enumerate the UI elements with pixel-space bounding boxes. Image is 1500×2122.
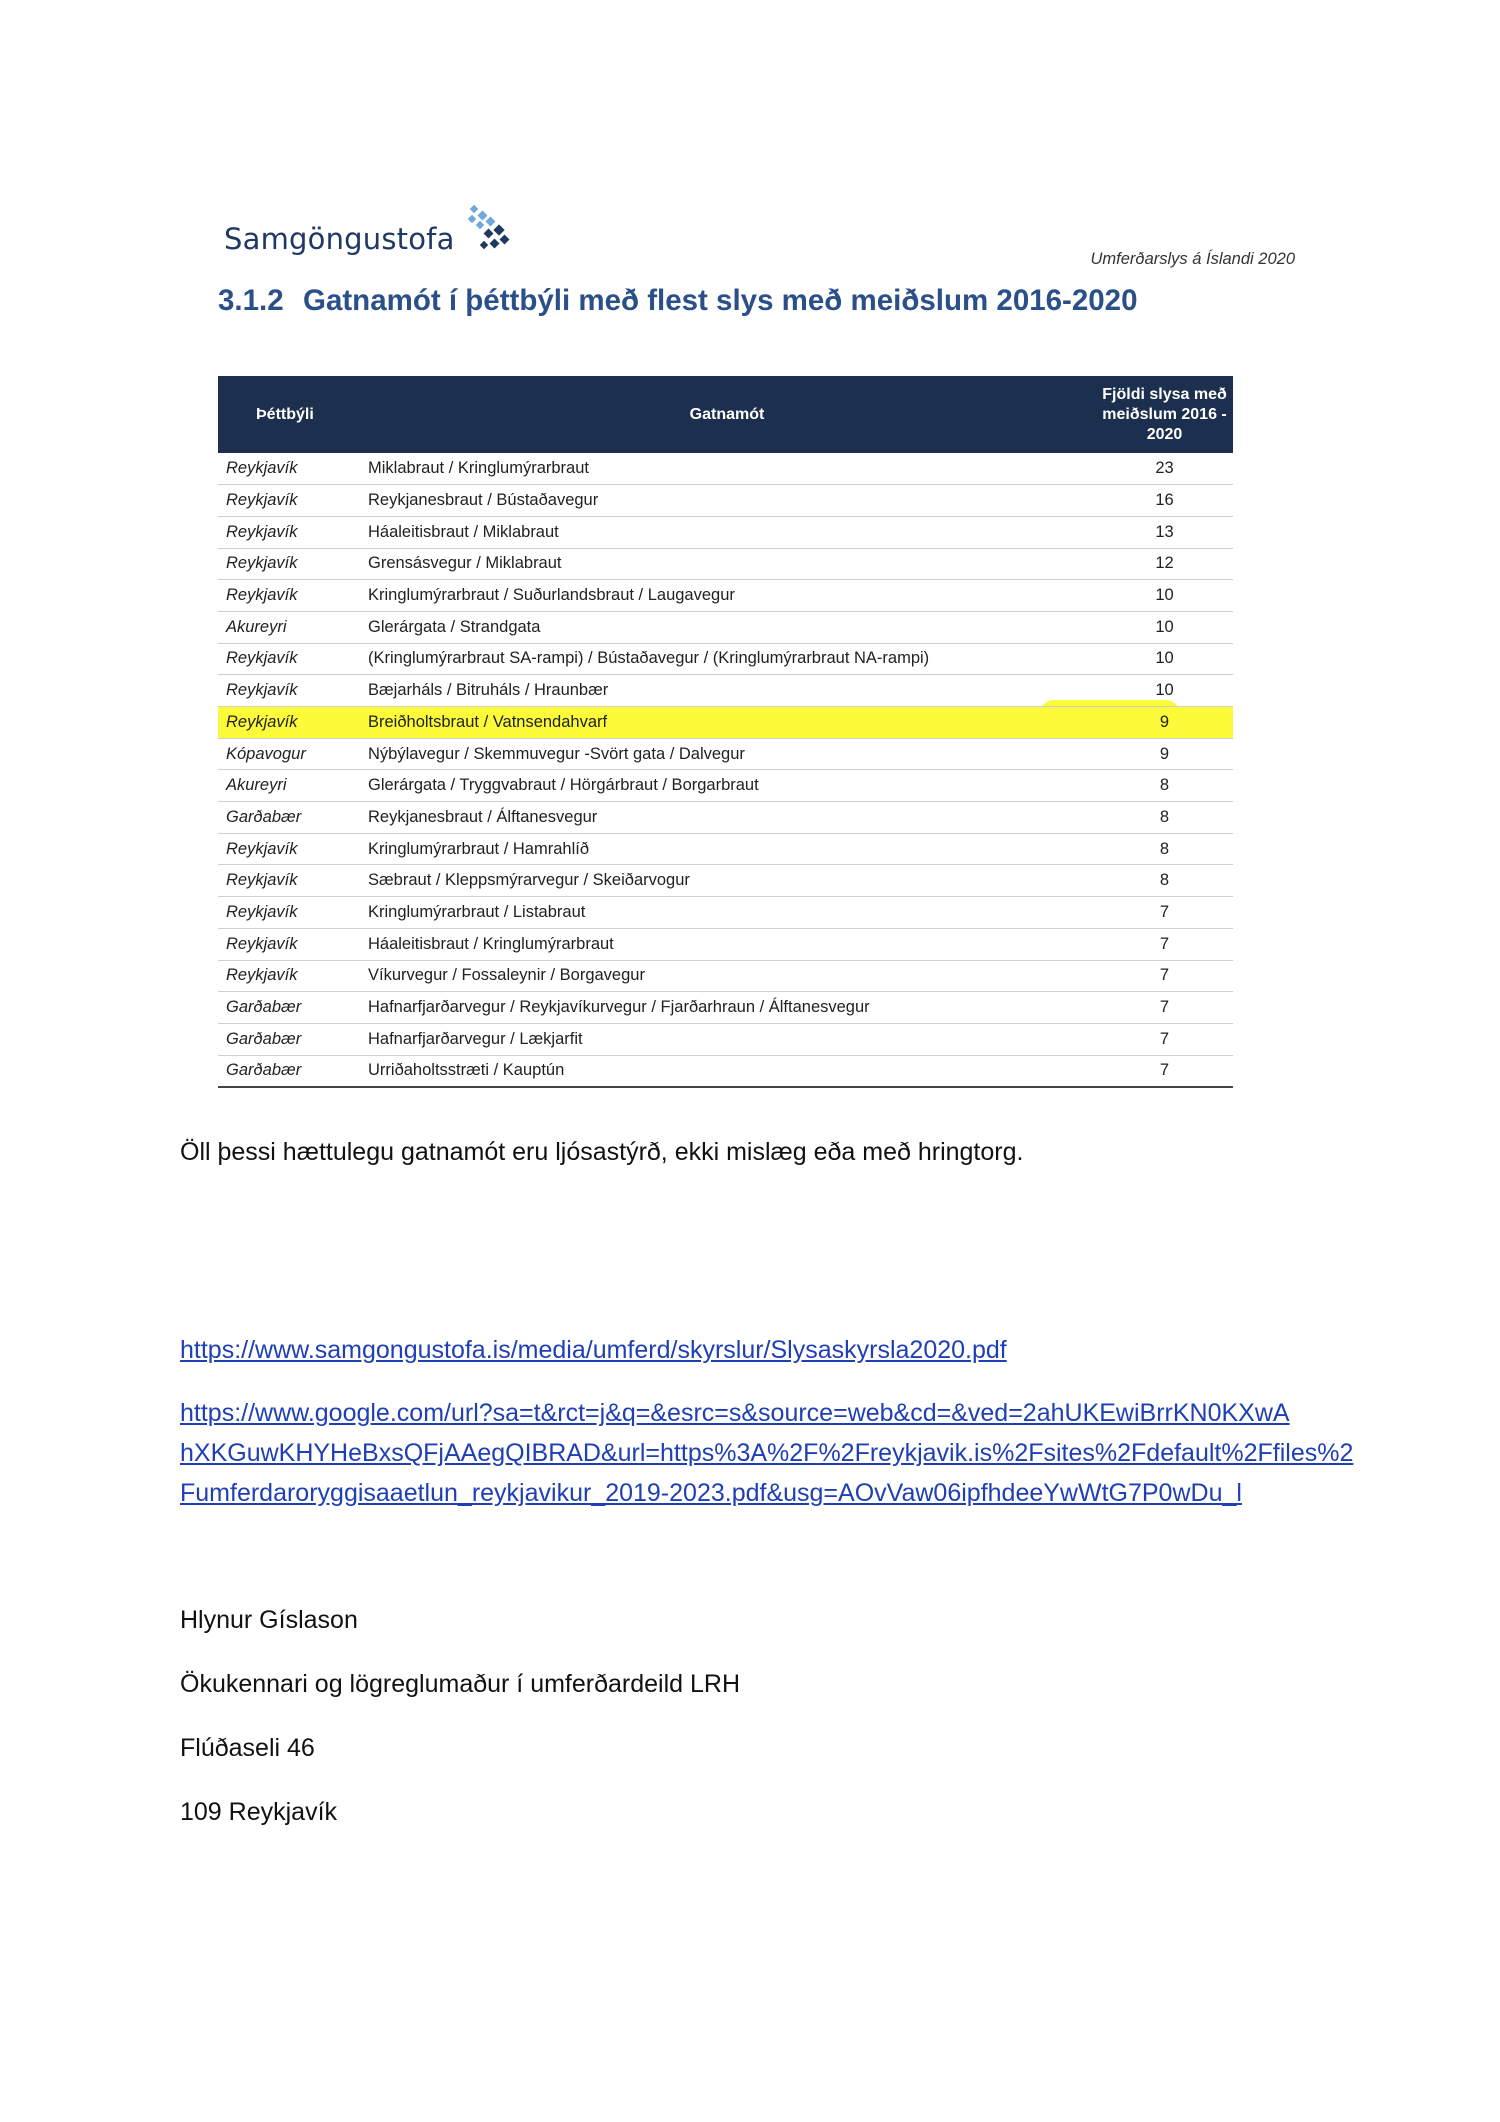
count-cell: 10 [1096, 611, 1233, 643]
table-row [218, 897, 1233, 929]
count-cell: 23 [1096, 453, 1233, 485]
signature-city: 109 Reykjavík [180, 1798, 338, 1826]
link-google-redirect-line1[interactable]: https://www.google.com/url?sa=t&rct=j&q=&esrc=s&source=web&cd=&ved=2ahUKEwiBrrKN0KXwA [180, 1399, 1290, 1427]
table-header-row [218, 376, 1233, 453]
count-cell: 8 [1096, 802, 1233, 834]
town-cell: Reykjavík [218, 675, 358, 707]
town-cell: Garðabær [218, 1055, 358, 1087]
col-header-junction: Gatnamót [689, 405, 765, 423]
section-number: 3.1.2 [218, 284, 284, 317]
table-row [218, 833, 1233, 865]
count-cell: 10 [1096, 643, 1233, 675]
table-row [218, 516, 1233, 548]
table-row [218, 580, 1233, 612]
count-cell: 7 [1096, 897, 1233, 929]
table-row [218, 485, 1233, 517]
town-cell: Reykjavík [218, 960, 358, 992]
count-cell: 9 [1096, 738, 1233, 770]
junction-cell: Glerárgata / Strandgata [358, 611, 1096, 643]
town-cell: Reykjavík [218, 707, 358, 739]
table-row [218, 1023, 1233, 1055]
town-cell: Reykjavík [218, 928, 358, 960]
count-cell: 7 [1096, 928, 1233, 960]
count-cell: 8 [1096, 770, 1233, 802]
junction-cell: Reykjanesbraut / Bústaðavegur [358, 485, 1096, 517]
town-cell: Akureyri [218, 611, 358, 643]
town-cell: Reykjavík [218, 548, 358, 580]
junction-cell: Bæjarháls / Bitruháls / Hraunbær [358, 675, 1096, 707]
section-heading [218, 284, 1138, 318]
table-row [218, 643, 1233, 675]
town-cell: Reykjavík [218, 580, 358, 612]
signature-street: Flúðaseli 46 [180, 1734, 315, 1762]
town-cell: Reykjavík [218, 643, 358, 675]
section-title: Gatnamót í þéttbýli með flest slys með meiðslum 2016-2020 [303, 284, 1138, 317]
junction-cell: Kringlumýrarbraut / Listabraut [358, 897, 1096, 929]
col-header-count-line2: meiðslum 2016 - 2020 [1102, 405, 1227, 443]
junction-cell: Víkurvegur / Fossaleynir / Borgavegur [358, 960, 1096, 992]
table-row [218, 738, 1233, 770]
town-cell: Garðabær [218, 802, 358, 834]
link-samgongustofa-report[interactable]: https://www.samgongustofa.is/media/umferd/skyrslur/Slysaskyrsla2020.pdf [180, 1336, 1007, 1364]
town-cell: Reykjavík [218, 897, 358, 929]
junction-cell: (Kringlumýrarbraut SA-rampi) / Bústaðavegur / (Kringlumýrarbraut NA-rampi) [358, 643, 1096, 675]
table-row [218, 802, 1233, 834]
junction-cell: Glerárgata / Tryggvabraut / Hörgárbraut / Borgarbraut [358, 770, 1096, 802]
table-row [218, 707, 1233, 739]
junction-cell: Urriðaholtsstræti / Kauptún [358, 1055, 1096, 1087]
table-row [218, 865, 1233, 897]
report-subtitle: Umferðarslys á Íslandi 2020 [1090, 250, 1295, 268]
col-header-count [1096, 376, 1233, 453]
col-header-count-line1: Fjöldi slysa með [1102, 385, 1227, 403]
table-row [218, 770, 1233, 802]
junction-cell: Reykjanesbraut / Álftanesvegur [358, 802, 1096, 834]
table-row [218, 960, 1233, 992]
count-cell: 10 [1096, 580, 1233, 612]
junction-cell: Háaleitisbraut / Kringlumýrarbraut [358, 928, 1096, 960]
table-row [218, 675, 1233, 707]
table-row [218, 1055, 1233, 1087]
town-cell: Reykjavík [218, 833, 358, 865]
count-cell: 9 [1096, 707, 1233, 739]
count-cell: 7 [1096, 1055, 1233, 1087]
count-cell: 7 [1096, 960, 1233, 992]
accident-table [218, 376, 1233, 1088]
signature-role: Ökukennari og lögreglumaður í umferðardeild LRH [180, 1670, 741, 1698]
junction-cell: Miklabraut / Kringlumýrarbraut [358, 453, 1096, 485]
samgongustofa-logo [224, 196, 515, 260]
logo-mark-icon [457, 200, 515, 260]
junction-cell: Kringlumýrarbraut / Suðurlandsbraut / Laugavegur [358, 580, 1096, 612]
junction-cell: Breiðholtsbraut / Vatnsendahvarf [358, 707, 1096, 739]
junction-cell: Nýbýlavegur / Skemmuvegur -Svört gata / Dalvegur [358, 738, 1096, 770]
count-cell: 8 [1096, 833, 1233, 865]
signature-name: Hlynur Gíslason [180, 1606, 358, 1634]
body-paragraph: Öll þessi hættulegu gatnamót eru ljósastýrð, ekki mislæg eða með hringtorg. [180, 1138, 1024, 1166]
count-cell: 7 [1096, 992, 1233, 1024]
table-row [218, 453, 1233, 485]
junction-cell: Háaleitisbraut / Miklabraut [358, 516, 1096, 548]
logo-text: Samgöngustofa [224, 222, 455, 256]
count-cell: 10 [1096, 675, 1233, 707]
town-cell: Reykjavík [218, 865, 358, 897]
count-cell: 8 [1096, 865, 1233, 897]
count-cell: 7 [1096, 1023, 1233, 1055]
junction-cell: Kringlumýrarbraut / Hamrahlíð [358, 833, 1096, 865]
town-cell: Garðabær [218, 1023, 358, 1055]
junction-cell: Hafnarfjarðarvegur / Lækjarfit [358, 1023, 1096, 1055]
town-cell: Reykjavík [218, 453, 358, 485]
town-cell: Reykjavík [218, 516, 358, 548]
table-row [218, 928, 1233, 960]
col-header-town: Þéttbýli [256, 405, 314, 423]
link-google-redirect-line2[interactable]: hXKGuwKHYHeBxsQFjAAegQIBRAD&url=https%3A%2F%2Freykjavik.is%2Fsites%2Fdefault%2Ffiles%2 [180, 1439, 1354, 1467]
town-cell: Akureyri [218, 770, 358, 802]
count-cell: 16 [1096, 485, 1233, 517]
junction-cell: Sæbraut / Kleppsmýrarvegur / Skeiðarvogur [358, 865, 1096, 897]
table-row [218, 992, 1233, 1024]
junction-cell: Hafnarfjarðarvegur / Reykjavíkurvegur / Fjarðarhraun / Álftanesvegur [358, 992, 1096, 1024]
link-google-redirect-line3[interactable]: Fumferdaroryggisaaetlun_reykjavikur_2019-2023.pdf&usg=AOvVaw06ipfhdeeYwWtG7P0wDu_l [180, 1479, 1242, 1507]
town-cell: Kópavogur [218, 738, 358, 770]
count-cell: 13 [1096, 516, 1233, 548]
town-cell: Reykjavík [218, 485, 358, 517]
junction-cell: Grensásvegur / Miklabraut [358, 548, 1096, 580]
town-cell: Garðabær [218, 992, 358, 1024]
table-row [218, 548, 1233, 580]
count-cell: 12 [1096, 548, 1233, 580]
table-row [218, 611, 1233, 643]
